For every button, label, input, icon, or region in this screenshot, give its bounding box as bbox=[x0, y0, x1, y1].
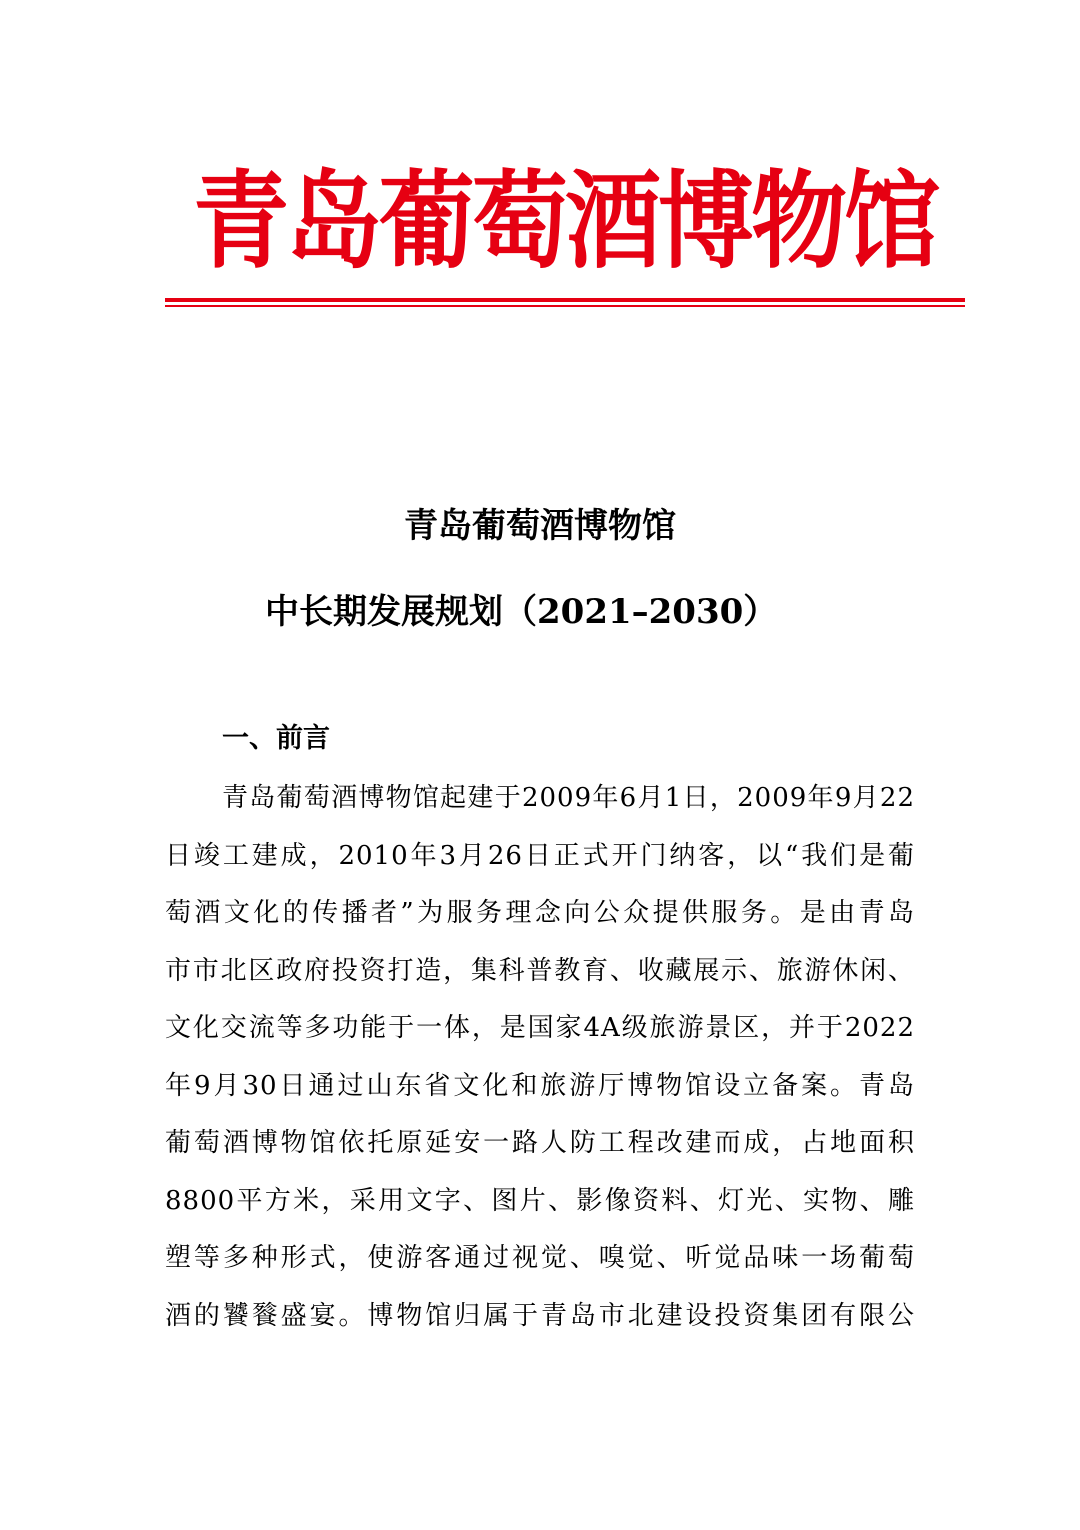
paragraph-line: 年9月30日通过山东省文化和旅游厅博物馆设立备案。青岛 bbox=[165, 1070, 915, 1101]
paragraph-line: 市市北区政府投资打造，集科普教育、收藏展示、旅游休闲、 bbox=[165, 955, 915, 986]
paragraph-line: 文化交流等多功能于一体，是国家4A级旅游景区，并于2022 bbox=[165, 1013, 915, 1043]
paragraph-line: 日竣工建成，2010年3月26日正式开门纳客，以“我们是葡 bbox=[165, 840, 915, 871]
paragraph-line: 8800平方米，采用文字、图片、影像资料、灯光、实物、雕 bbox=[165, 1185, 915, 1216]
paragraph-line: 酒的饕餮盛宴。博物馆归属于青岛市北建设投资集团有限公 bbox=[165, 1300, 915, 1331]
paragraph-line: 青岛葡萄酒博物馆起建于2009年6月1日，2009年9月22 bbox=[222, 783, 915, 813]
document-title-line2: 中长期发展规划（2021–2030） bbox=[265, 592, 778, 632]
paragraph-line: 葡萄酒博物馆依托原延安一路人防工程改建而成，占地面积 bbox=[165, 1128, 915, 1158]
paragraph-line: 萄酒文化的传播者”为服务理念向公众提供服务。是由青岛 bbox=[165, 898, 915, 928]
document-title-line1: 青岛葡萄酒博物馆 bbox=[404, 506, 676, 546]
letterhead-rule-thick bbox=[165, 298, 965, 302]
section-heading: 一、前言 bbox=[222, 723, 330, 754]
paragraph-line: 塑等多种形式，使游客通过视觉、嗅觉、听觉品味一场葡萄 bbox=[165, 1243, 915, 1273]
letterhead-rule-thin bbox=[165, 305, 965, 307]
body-paragraph bbox=[165, 770, 915, 1345]
letterhead-org-name: 青岛葡萄酒博物馆 bbox=[193, 159, 937, 284]
